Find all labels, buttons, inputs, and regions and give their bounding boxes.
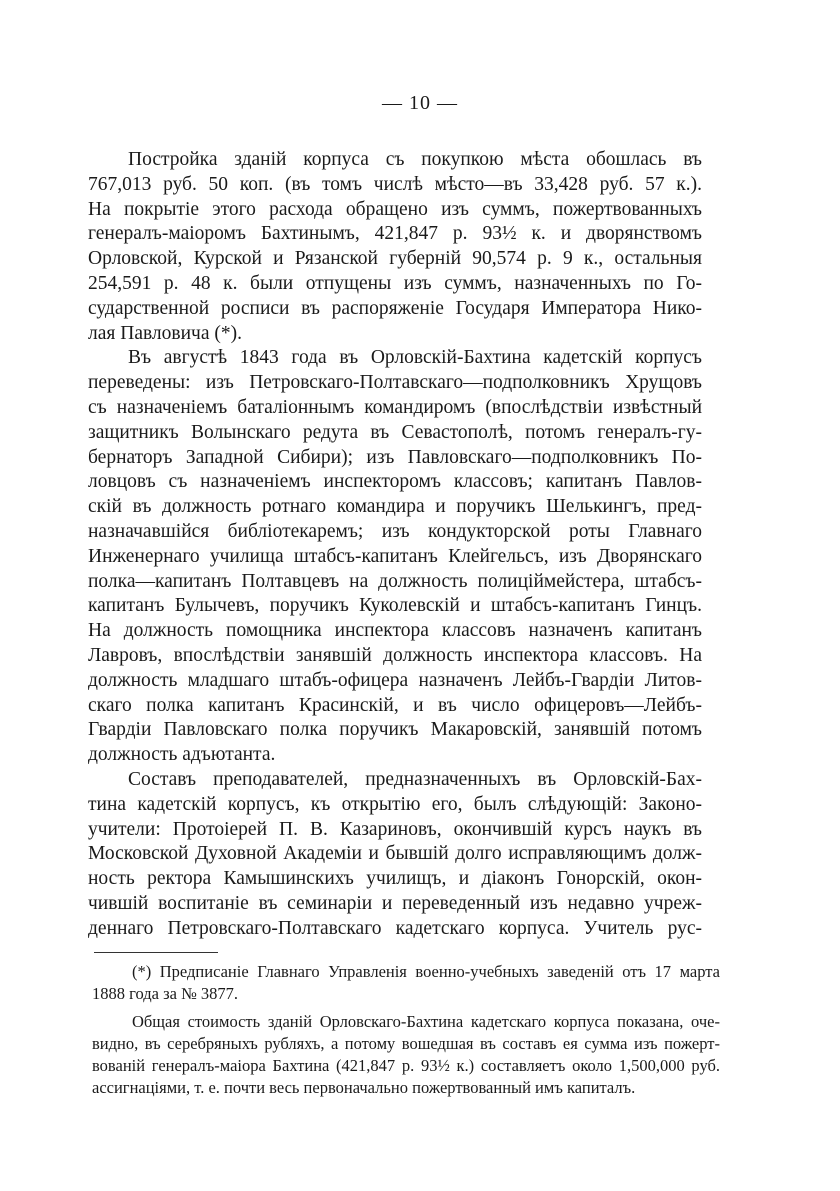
text-line: скій въ должность ротнаго командира и поручикъ Шелькингъ, пред-	[88, 496, 702, 518]
text-line: съ назначеніемъ баталіоннымъ командиромъ (впослѣдствіи извѣстный	[88, 397, 702, 418]
text-line: должность адъютанта.	[88, 744, 276, 766]
text-line: ловцовъ съ назначеніемъ инспекторомъ классовъ; капитанъ Павлов-	[88, 471, 702, 493]
text-line: защитникъ Волынскаго редута въ Севастополѣ, потомъ генералъ-гу-	[88, 421, 702, 443]
footnote-line: видно, въ серебряныхъ рубляхъ, а потому вошедшая въ составъ ея сумма изъ пожерт-	[92, 1033, 720, 1053]
text-line: генералъ-маіоромъ Бахтинымъ, 421,847 р. 93½ к. и дворянствомъ	[88, 223, 702, 245]
text-line: назначавшійся библіотекаремъ; изъ кондукторской роты Главнаго	[88, 521, 702, 542]
text-line: сударственной росписи въ распоряженіе Государя Императора Нико-	[88, 297, 702, 319]
text-line: чившій воспитаніе въ семинаріи и переведенный изъ недавно учреж-	[88, 893, 702, 914]
text-line: учители: Протоіерей П. В. Казариновъ, окончившій курсъ наукъ въ	[88, 818, 702, 840]
text-line: Инженернаго училища штабсъ-капитанъ Клейгельсъ, изъ Дворянскаго	[88, 545, 702, 567]
text-line: скаго полка капитанъ Красинскій, и въ число офицеровъ—Лейбъ-	[88, 694, 702, 716]
text-line: переведены: изъ Петровскаго-Полтавскаго—подполковникъ Хрущовъ	[88, 372, 702, 394]
text-line: Постройка зданій корпуса съ покупкою мѣста обошлась въ	[128, 149, 702, 170]
text-line: лая Павловича (*).	[88, 322, 242, 344]
text-line: На покрытіе этого расхода обращено изъ суммъ, пожертвованныхъ	[88, 198, 702, 220]
footnote-line: ассигнаціями, т. е. почти весь первоначально пожертвованный имъ капиталъ.	[92, 1077, 636, 1097]
text-line: Въ августѣ 1843 года въ Орловскій-Бахтина кадетскій корпусъ	[128, 347, 702, 369]
text-line: 254,591 р. 48 к. были отпущены изъ суммъ, назначенныхъ по Го-	[88, 273, 702, 294]
footnote-line: вованій генералъ-маіора Бахтина (421,847 р. 93½ к.) составляетъ около 1,500,000 руб.	[92, 1055, 720, 1075]
footnote-rule	[94, 952, 218, 953]
text-line: капитанъ Булычевъ, поручикъ Куколевскій и штабсъ-капитанъ Гинцъ.	[88, 595, 702, 617]
text-line: Московской Духовной Академіи и бывшій долго исправляющимъ долж-	[88, 843, 702, 865]
text-line: 767,013 руб. 50 коп. (въ томъ числѣ мѣсто—въ 33,428 руб. 57 к.).	[88, 173, 702, 195]
footnote-line: 1888 года за № 3877.	[92, 983, 239, 1003]
text-line: деннаго Петровскаго-Полтавскаго кадетскаго корпуса. Учитель рус-	[88, 917, 702, 939]
text-line: Гвардіи Павловскаго полка поручикъ Макаровскій, занявшій потомъ	[88, 719, 702, 741]
text-line: бернаторъ Западной Сибири); изъ Павловскаго—подполковникъ По-	[88, 446, 702, 468]
text-line: ность ректора Камышинскихъ училищъ, и діаконъ Гонорскій, окон-	[88, 868, 702, 890]
text-line: Орловской, Курской и Рязанской губерній 90,574 р. 9 к., остальныя	[88, 248, 702, 270]
footnote-line: (*) Предписаніе Главнаго Управленія военно-учебныхъ заведеній отъ 17 марта	[132, 961, 720, 981]
text-line: должность младшаго штабъ-офицера назначенъ Лейбъ-Гвардіи Литов-	[88, 669, 702, 691]
text-line: Лавровъ, впослѣдствіи занявшій должность инспектора классовъ. На	[88, 645, 702, 666]
footnote-line: Общая стоимость зданій Орловскаго-Бахтина кадетскаго корпуса показана, оче-	[132, 1011, 720, 1031]
page-number: — 10 —	[382, 92, 458, 114]
text-line: тина кадетскій корпусъ, къ открытію его, былъ слѣдующій: Законо-	[88, 793, 702, 815]
text-line: На должность помощника инспектора классовъ назначенъ капитанъ	[88, 620, 702, 642]
text-line: Составъ преподавателей, предназначенныхъ въ Орловскій-Бах-	[128, 769, 702, 790]
text-line: полка—капитанъ Полтавцевъ на должность полиціймейстера, штабсъ-	[88, 570, 702, 592]
